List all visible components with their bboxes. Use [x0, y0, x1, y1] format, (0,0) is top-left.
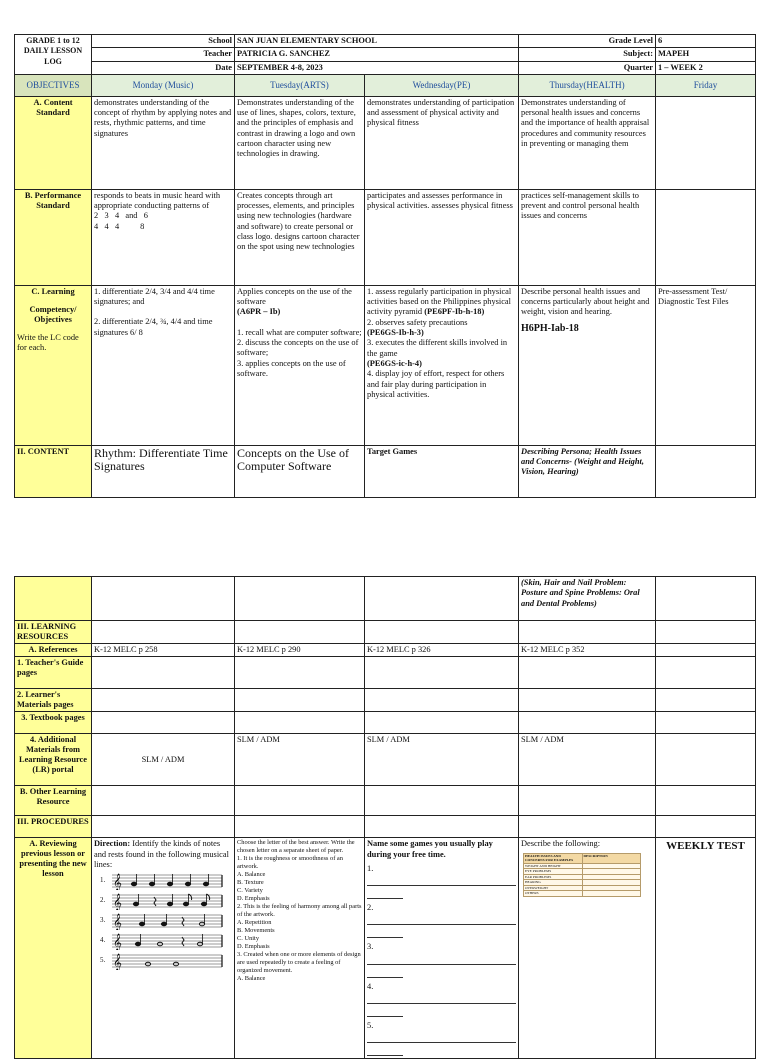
performance-standard-fri: [656, 189, 756, 285]
answer-line-short[interactable]: [367, 887, 403, 899]
treble-clef-icon: 𝄞: [113, 895, 122, 911]
pr-fri: [656, 816, 756, 838]
content-standard-tue: Demonstrates understanding of the use of lines, shapes, colors, texture, and the principles of emphasis and contrast in drawing a logo and own cartoon character using new technologies in drawing.: [235, 96, 365, 189]
learners-materials-label: 2. Learner's Materials pages: [15, 689, 92, 712]
school-label: School: [92, 35, 235, 48]
textbook-label: 3. Textbook pages: [15, 712, 92, 734]
direction-bold: Direction:: [94, 839, 131, 849]
pr-mon: [92, 816, 235, 838]
wednesday-header: Wednesday(PE): [365, 74, 519, 96]
quiz-line: Choose the letter of the best answer. Write the chosen letter on a separate sheet of paper.: [237, 839, 355, 855]
note-icon: [185, 882, 190, 886]
health-issues-mini-table: [523, 853, 641, 897]
note-icon: [131, 882, 136, 886]
rest-icon: [182, 917, 184, 926]
answer-line[interactable]: [367, 992, 516, 1004]
competency-label-3: Write the LC code for each.: [17, 332, 79, 353]
or-fri: [656, 786, 756, 816]
beats-row-2: 4 4 4 8: [94, 221, 145, 231]
competency-tue-2: 1. recall what are computer software;: [237, 327, 362, 337]
competency-fri: Pre-assessment Test/ Diagnostic Test Files: [656, 285, 756, 445]
mini-row-desc: [582, 891, 641, 897]
staff-notation-icon: [112, 952, 224, 970]
quiz-line: B. Texture: [237, 879, 264, 887]
competency-tue: [235, 285, 365, 445]
staff-notation-icon: [112, 932, 224, 950]
competency-wed: [365, 285, 519, 445]
competency-wed-4: 4. display joy of effort, respect for others and fair play during participation in physical activities.: [367, 369, 505, 399]
cont-fri: [656, 577, 756, 621]
music-staff: [100, 892, 232, 909]
quiz-line: 2. This is the feeling of harmony among all parts of the artwork.: [237, 903, 362, 919]
answer-line-short[interactable]: [367, 1005, 403, 1017]
mini-table-row: [524, 891, 641, 897]
direction-text: Identify the kinds of notes and rests found in the following musical lines:: [94, 839, 229, 869]
thursday-header: Thursday(HEALTH): [519, 74, 656, 96]
lesson-log-table-top: [14, 34, 756, 498]
review-fri: [656, 838, 756, 1059]
staff-notation-icon: [112, 872, 224, 890]
performance-standard-thu: practices self-management skills to prevent and control personal health issues and concerns: [519, 189, 656, 285]
quiz-line: B. Movements: [237, 927, 275, 935]
review-thu: [519, 838, 656, 1059]
tb-tue: [235, 712, 365, 734]
content-thu: Describing Persona; Health Issues and Concerns- (Weight and Height, Vision, Hearing): [519, 445, 656, 497]
beats-row-1: 2 3 4 and 6: [94, 211, 148, 221]
monday-header: Monday (Music): [92, 74, 235, 96]
competency-thu: [519, 285, 656, 445]
staff-number: 2.: [100, 896, 106, 905]
references-tue: K-12 MELC p 290: [235, 644, 365, 657]
review-wed-prompt: Name some games you usually play during your free time.: [367, 839, 493, 859]
note-icon: [167, 882, 172, 886]
note-icon: [133, 902, 138, 906]
mini-head-2: DESCRIPTION: [582, 853, 641, 863]
answer-number: 1.: [367, 863, 374, 873]
teachers-guide-label: 1. Teacher's Guide pages: [15, 657, 92, 689]
additional-materials-mon: SLM / ADM: [92, 734, 235, 786]
answer-number: 2.: [367, 903, 374, 913]
tg-tue: [235, 657, 365, 689]
friday-header: Friday: [656, 74, 756, 96]
tb-wed: [365, 712, 519, 734]
quiz-line: 1. It is the roughness or smoothness of an artwork.: [237, 855, 343, 871]
lm-tue: [235, 689, 365, 712]
music-staff: [100, 912, 232, 929]
treble-clef-icon: 𝄞: [113, 935, 122, 951]
review-wed-lines: [367, 864, 516, 1056]
staff-number: 1.: [100, 876, 106, 885]
lr-wed: [365, 621, 519, 644]
note-icon: [203, 882, 208, 886]
competency-tue-code: (A6PR – Ib): [237, 307, 281, 317]
subject-label: Subject:: [519, 48, 656, 61]
tb-fri: [656, 712, 756, 734]
review-mon: [92, 838, 235, 1059]
review-thu-prompt: Describe the following:: [521, 839, 601, 849]
performance-standard-mon: [92, 189, 235, 285]
lr-mon: [92, 621, 235, 644]
review-tue: [235, 838, 365, 1059]
answer-line[interactable]: [367, 1031, 516, 1043]
lesson-log-table-bottom: [14, 576, 756, 1059]
content-standard-wed: demonstrates understanding of participation and assessment of physical activity and physical fitness: [365, 96, 519, 189]
mini-row-label: HEARING: [524, 880, 583, 886]
competency-wed-2: 2. observes safety precautions: [367, 317, 468, 327]
content-thu-continued: (Skin, Hair and Nail Problem: Posture and Spine Problems: Oral and Dental Problems): [519, 577, 656, 621]
competency-wed-2-code: (PE6GS-Ib-h-3): [367, 328, 424, 338]
quarter-value: 1 – WEEK 2: [656, 61, 756, 74]
competency-wed-3: 3. executes the different skills involved in the game: [367, 338, 508, 358]
staff-notation-icon: [112, 912, 224, 930]
or-mon: [92, 786, 235, 816]
mini-row-label: OTHERS: [524, 891, 583, 897]
weekly-test: WEEKLY TEST: [666, 840, 745, 853]
performance-standard-tue: Creates concepts through art processes, elements, and principles using new technologies (hardware and software) to create personal or class logo. designs cartoon character on the spot using new technologies: [235, 189, 365, 285]
tg-wed: [365, 657, 519, 689]
answer-line-short[interactable]: [367, 926, 403, 938]
staff-number: 4.: [100, 936, 106, 945]
cont-tue: [235, 577, 365, 621]
content-standard-mon: demonstrates understanding of the concept of rhythm by applying notes and rests, rhythmic patterns, and time signatures: [92, 96, 235, 189]
answer-number: 4.: [367, 981, 374, 991]
mini-row-label: OVERWEIGHT: [524, 885, 583, 891]
staff-list: [94, 872, 232, 969]
note-icon: [201, 902, 206, 906]
staff-number: 3.: [100, 916, 106, 925]
competency-wed-1-text: 1. assess regularly participation in physical activities based on the Philippines physical activity pyramid: [367, 286, 512, 317]
quiz-line: C. Variety: [237, 887, 263, 895]
treble-clef-icon: 𝄞: [113, 875, 122, 891]
am-fri: [656, 734, 756, 786]
date-label: Date: [92, 61, 235, 74]
answer-line-short[interactable]: [367, 966, 403, 978]
note-icon: [139, 922, 144, 926]
grade-range: GRADE 1 to 12: [26, 36, 80, 45]
continued-label: [15, 577, 92, 621]
quiz-line: A. Repetition: [237, 919, 272, 927]
performance-mon-text: responds to beats in music heard with appropriate conducting patterns of: [94, 190, 221, 211]
references-label: A. References: [15, 644, 92, 657]
teacher-label: Teacher: [92, 48, 235, 61]
performance-standard-wed: participates and assesses performance in physical activities. assesses physical fitness: [365, 189, 519, 285]
tg-thu: [519, 657, 656, 689]
references-mon: K-12 MELC p 258: [92, 644, 235, 657]
note-icon: [135, 942, 140, 946]
additional-materials-thu: SLM / ADM: [519, 734, 656, 786]
tb-mon: [92, 712, 235, 734]
quiz-line: A. Balance: [237, 975, 266, 983]
note-icon: [149, 882, 154, 886]
answer-number: 3.: [367, 942, 374, 952]
staff-notation-icon: [112, 892, 224, 910]
competency-wed-1: [367, 287, 516, 318]
quiz-line: D. Emphasis: [237, 895, 270, 903]
review-wed: [365, 838, 519, 1059]
procedures-label: III. PROCEDURES: [15, 816, 92, 838]
or-tue: [235, 786, 365, 816]
tg-fri: [656, 657, 756, 689]
rest-icon: [182, 937, 184, 946]
cont-mon: [92, 577, 235, 621]
review-mon-direction: [94, 839, 232, 870]
pr-wed: [365, 816, 519, 838]
or-wed: [365, 786, 519, 816]
learning-resources-label: III. LEARNING RESOURCES: [15, 621, 92, 644]
additional-materials-label: 4. Additional Materials from Learning Resource (LR) portal: [15, 734, 92, 786]
content-mon: Rhythm: Differentiate Time Signatures: [92, 445, 235, 497]
competency-thu-code: H6PH-Iab-18: [521, 322, 579, 334]
tg-mon: [92, 657, 235, 689]
lr-fri: [656, 621, 756, 644]
competency-label-cell: [15, 285, 92, 445]
lm-wed: [365, 689, 519, 712]
mini-row-label: WEIGHT AND HEIGHT: [524, 863, 583, 869]
answer-number: 5.: [367, 1021, 374, 1031]
grade-level-label: Grade Level: [519, 35, 656, 48]
teacher-value: PATRICIA G. SANCHEZ: [235, 48, 519, 61]
competency-mon: [92, 285, 235, 445]
lr-thu: [519, 621, 656, 644]
competency-wed-1-code: (PE6PF-Ib-h-18): [424, 307, 485, 317]
music-staff: [100, 952, 232, 969]
answer-line[interactable]: [367, 874, 516, 886]
competency-label-2: Competency/ Objectives: [29, 304, 77, 324]
lm-fri: [656, 689, 756, 712]
competency-tue-4: 3. applies concepts on the use of software.: [237, 358, 346, 378]
cont-wed: [365, 577, 519, 621]
quiz-line: 3. Created when one or more elements of design are used repeatedly to create a feeling of organized movement.: [237, 951, 361, 975]
competency-thu-1: Describe personal health issues and concerns particularly about height and weight, vision and hearing.: [521, 286, 650, 317]
tb-thu: [519, 712, 656, 734]
competency-tue-3: 2. discuss the concepts on the use of software;: [237, 338, 359, 358]
objectives-header: OBJECTIVES: [15, 74, 92, 96]
mini-head-1: HEALTH ISSUES AND CONCERNS FOR EXAMPLES: [524, 853, 583, 863]
references-fri: [656, 644, 756, 657]
additional-materials-tue: SLM / ADM: [235, 734, 365, 786]
competency-wed-3-code: (PE6GS-ic-h-4): [367, 358, 422, 368]
grade-range-cell: [15, 35, 92, 75]
performance-standard-label: B. Performance Standard: [15, 189, 92, 285]
review-tue-quiz: [237, 839, 362, 983]
reviewing-label: A. Reviewing previous lesson or presenting the new lesson: [15, 838, 92, 1059]
tuesday-header: Tuesday(ARTS): [235, 74, 365, 96]
note-icon: [161, 922, 166, 926]
lr-tue: [235, 621, 365, 644]
music-staff: [100, 932, 232, 949]
answer-line-short[interactable]: [367, 1044, 403, 1056]
content-label: II. CONTENT: [15, 445, 92, 497]
grade-level-value: 6: [656, 35, 756, 48]
treble-clef-icon: 𝄞: [113, 915, 122, 931]
date-value: SEPTEMBER 4-8, 2023: [235, 61, 519, 74]
mini-row-label: EAR PROBLEMS: [524, 874, 583, 880]
lm-mon: [92, 689, 235, 712]
rest-icon: [154, 897, 156, 906]
other-resources-label: B. Other Learning Resource: [15, 786, 92, 816]
or-thu: [519, 786, 656, 816]
music-staff: [100, 872, 232, 889]
quiz-line: D. Emphasis: [237, 943, 270, 951]
quiz-line: A. Balance: [237, 871, 266, 879]
content-tue: Concepts on the Use of Computer Software: [235, 445, 365, 497]
answer-line[interactable]: [367, 913, 516, 925]
staff-number: 5.: [100, 956, 106, 965]
quiz-line: C. Unity: [237, 935, 260, 943]
quarter-label: Quarter: [519, 61, 656, 74]
additional-materials-wed: SLM / ADM: [365, 734, 519, 786]
content-standard-label: A. Content Standard: [15, 96, 92, 189]
competency-mon-1: 1. differentiate 2/4, 3/4 and 4/4 time signatures; and: [94, 286, 215, 307]
school-value: SAN JUAN ELEMENTARY SCHOOL: [235, 35, 519, 48]
treble-clef-icon: 𝄞: [113, 955, 122, 971]
competency-tue-1: Applies concepts on the use of the software: [237, 286, 352, 307]
doc-title: DAILY LESSON LOG: [23, 46, 83, 66]
competency-mon-2: 2. differentiate 2/4, ¾, 4/4 and time signatures 6/ 8: [94, 317, 213, 337]
answer-line[interactable]: [367, 953, 516, 965]
subject-value: MAPEH: [656, 48, 756, 61]
references-wed: K-12 MELC p 326: [365, 644, 519, 657]
note-icon: [183, 902, 188, 906]
content-standard-fri: [656, 96, 756, 189]
competency-label-1: C. Learning: [31, 286, 75, 296]
lm-thu: [519, 689, 656, 712]
content-standard-thu: Demonstrates understanding of personal health issues and concerns and the importance of health appraisal procedures and community resources in preventing or managing them: [519, 96, 656, 189]
content-wed: Target Games: [365, 445, 519, 497]
references-thu: K-12 MELC p 352: [519, 644, 656, 657]
pr-thu: [519, 816, 656, 838]
pr-tue: [235, 816, 365, 838]
mini-row-label: EYE PROBLEMS: [524, 869, 583, 875]
content-fri: [656, 445, 756, 497]
note-icon: [167, 902, 172, 906]
